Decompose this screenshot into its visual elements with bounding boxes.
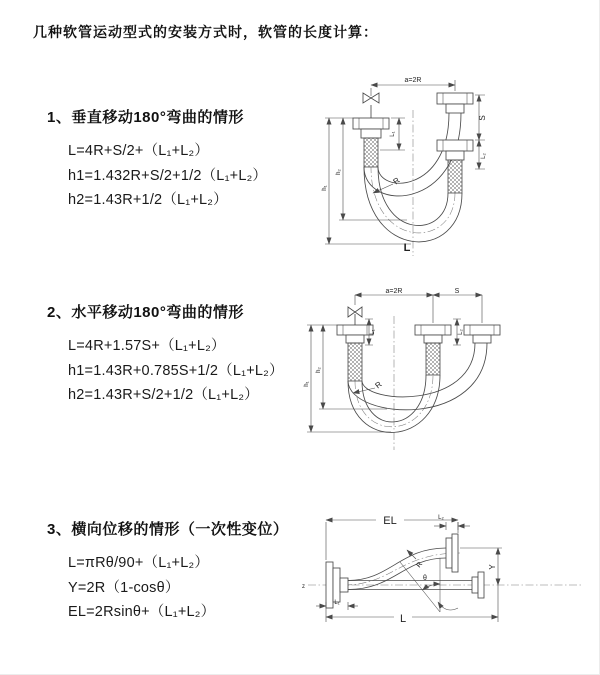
radius-label: R bbox=[391, 175, 402, 187]
dim-label-s: S bbox=[454, 288, 460, 295]
dim-label-h1: h₁ bbox=[322, 185, 328, 191]
dim-label-l2: L₂ bbox=[438, 515, 444, 521]
section-3-heading: 3、横向位移的情形（一次性变位） bbox=[47, 521, 289, 538]
braided-hose-section bbox=[348, 343, 362, 381]
braided-hose-section bbox=[426, 343, 440, 375]
dim-label-l2: L₂ bbox=[481, 153, 487, 159]
section-2-heading: 2、水平移动180°弯曲的情形 bbox=[47, 304, 244, 321]
left-fitting bbox=[337, 325, 373, 381]
dimension-l2 bbox=[434, 515, 470, 530]
formula-h2: h2=1.43R+S/2+1/2（L₁+L₂） bbox=[68, 387, 259, 403]
formula-length: L=πRθ/90+（L₁+L₂） bbox=[68, 555, 210, 571]
dimension-l2 bbox=[453, 319, 464, 345]
section-vertical-move bbox=[47, 106, 267, 213]
dim-label-l: L bbox=[399, 613, 407, 625]
dim-label-l2: L₂ bbox=[458, 329, 464, 335]
valve-symbol bbox=[363, 93, 379, 118]
braided-hose-section bbox=[364, 138, 378, 167]
angle-label: θ bbox=[423, 575, 427, 582]
radius-label: R bbox=[373, 379, 384, 391]
formula-length: L=4R+1.57S+（L₁+L₂） bbox=[68, 338, 226, 354]
formula-h1: h1=1.43R+0.785S+1/2（L₁+L₂） bbox=[68, 362, 284, 379]
dimension-a2r-s bbox=[355, 288, 482, 323]
dim-label-h2: h₂ bbox=[316, 367, 322, 373]
dim-label-y: Y bbox=[488, 564, 497, 570]
formula-el: EL=2Rsinθ+（L₁+L₂） bbox=[68, 604, 216, 620]
right-fitting-lower bbox=[437, 140, 473, 193]
radius-callout bbox=[353, 380, 384, 393]
dim-label-l1: L₁ bbox=[390, 131, 396, 137]
valve-symbol bbox=[348, 307, 362, 325]
section-horizontal-move bbox=[47, 301, 284, 408]
dim-label-a2r: a=2R bbox=[385, 288, 403, 295]
length-label: L bbox=[403, 242, 411, 254]
dim-label-l1: L₁ bbox=[334, 600, 340, 606]
right-fitting bbox=[464, 325, 500, 343]
centerline-break-mark: z bbox=[302, 584, 305, 590]
braided-hose-section bbox=[448, 160, 462, 193]
formula-h2: h2=1.43R+1/2（L₁+L₂） bbox=[68, 192, 228, 208]
dim-label-h2: h₂ bbox=[336, 169, 342, 175]
formula-h1: h1=1.432R+S/2+1/2（L₁+L₂） bbox=[68, 167, 268, 184]
section-1-heading: 1、垂直移动180°弯曲的情形 bbox=[47, 109, 244, 126]
right-flange bbox=[472, 572, 484, 598]
top-right-flange bbox=[446, 534, 458, 572]
diagram-lateral-displacement bbox=[300, 502, 600, 647]
radius-callout bbox=[407, 550, 424, 569]
dim-label-h1: h₁ bbox=[304, 381, 310, 387]
left-fitting bbox=[353, 118, 389, 167]
middle-fitting bbox=[415, 325, 451, 375]
right-fitting-upper bbox=[437, 93, 473, 113]
hose-curves bbox=[348, 343, 487, 432]
dim-label-el: EL bbox=[383, 515, 397, 527]
dimension-l bbox=[326, 613, 498, 625]
dim-label-l1: L₁ bbox=[370, 329, 376, 335]
dimension-el bbox=[326, 515, 458, 560]
dim-label-a2r: a=2R bbox=[404, 77, 422, 84]
formula-length: L=4R+S/2+（L₁+L₂） bbox=[68, 143, 210, 159]
diagram-horizontal-move-180 bbox=[303, 288, 597, 458]
diagram-vertical-move-180 bbox=[303, 72, 595, 258]
dimension-s bbox=[475, 95, 487, 169]
dimension-l1 bbox=[316, 600, 358, 622]
formula-y: Y=2R（1-cosθ） bbox=[68, 579, 180, 596]
radius-label: R bbox=[415, 560, 425, 570]
dim-label-s: S bbox=[478, 115, 487, 121]
page-title: 几种软管运动型式的安装方式时，软管的长度计算： bbox=[33, 24, 378, 40]
section-lateral-displacement bbox=[47, 518, 288, 625]
